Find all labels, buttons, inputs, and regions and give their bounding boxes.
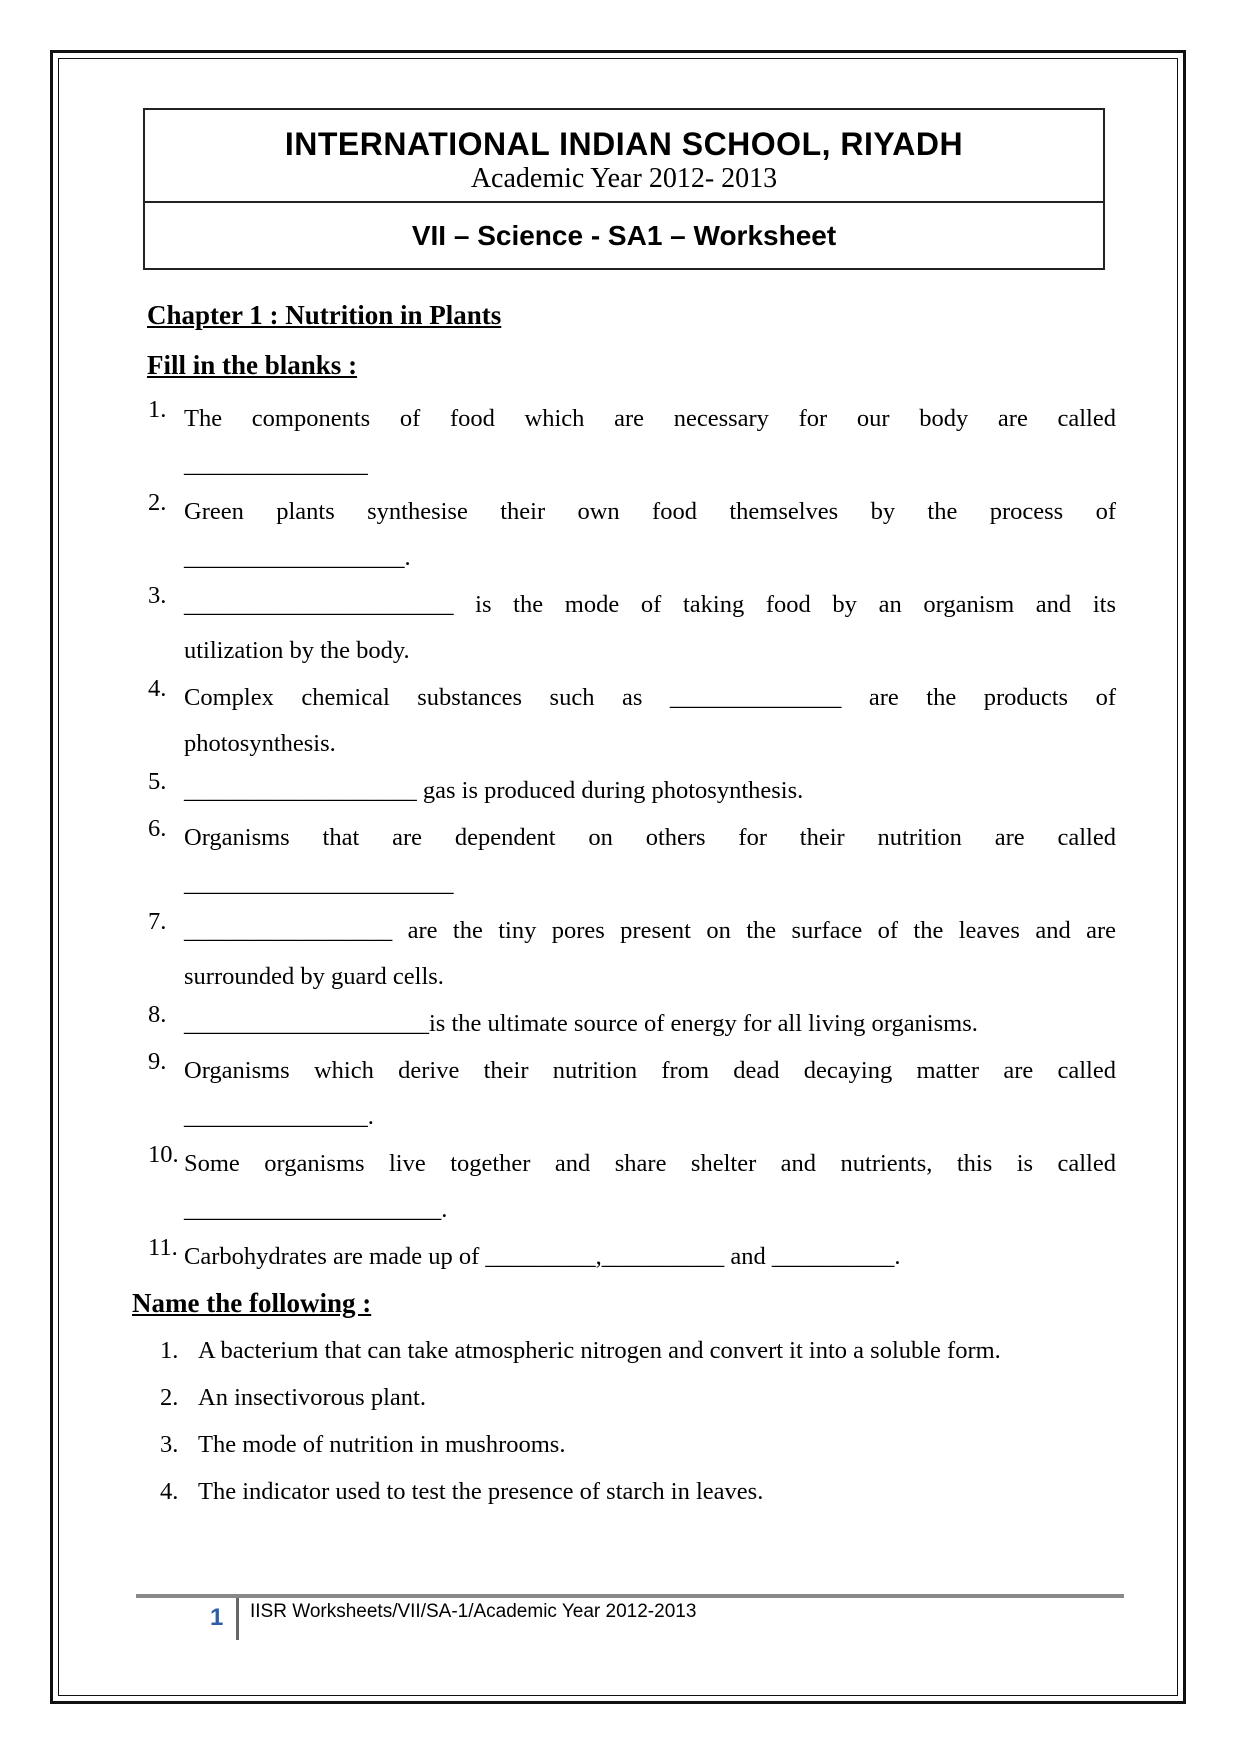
academic-year: Academic Year 2012- 2013 <box>470 163 778 194</box>
name-item-1 <box>160 1328 1001 1374</box>
name-item-2 <box>160 1375 426 1421</box>
question-text: Organisms which derive their nutrition from dead decaying matter are called <box>184 1057 1116 1084</box>
item-number: 1. <box>160 1337 179 1364</box>
item-text: The mode of nutrition in mushrooms. <box>198 1431 566 1458</box>
item-text: The indicator used to test the presence of starch in leaves. <box>198 1478 764 1505</box>
fill-blanks-title: Fill in the blanks : <box>147 350 358 380</box>
question-number: 6. <box>148 815 167 842</box>
question-text: Complex chemical substances such as ______________ are the products of <box>184 684 1116 711</box>
question-10 <box>148 1141 1116 1233</box>
name-item-4 <box>160 1469 763 1515</box>
question-text: Carbohydrates are made up of _________,__________ and __________. <box>184 1243 901 1270</box>
question-text-cont: _____________________. <box>184 1196 448 1223</box>
question-number: 5. <box>148 768 167 795</box>
question-number: 7. <box>148 908 167 935</box>
question-text: Organisms that are dependent on others for their nutrition are called <box>184 824 1116 851</box>
question-5 <box>148 768 1116 814</box>
item-number: 4. <box>160 1478 179 1505</box>
question-number: 4. <box>148 675 167 702</box>
question-text: ___________________ gas is produced during photosynthesis. <box>184 777 804 804</box>
question-text: The components of food which are necessary for our body are called <box>184 405 1116 432</box>
question-4 <box>148 675 1116 767</box>
question-8 <box>148 1001 1116 1047</box>
header-top <box>145 110 1103 203</box>
question-number: 1. <box>148 396 167 423</box>
question-number: 2. <box>148 489 167 516</box>
question-text-cont: _______________ <box>184 451 368 478</box>
item-text: A bacterium that can take atmospheric nitrogen and convert it into a soluble form. <box>198 1337 1001 1364</box>
name-item-3 <box>160 1422 565 1468</box>
question-2 <box>148 489 1116 581</box>
question-text: ____________________is the ultimate source of energy for all living organisms. <box>184 1010 978 1037</box>
question-number: 10. <box>148 1141 179 1168</box>
name-following-title: Name the following : <box>132 1288 372 1318</box>
item-number: 3. <box>160 1431 179 1458</box>
question-number: 8. <box>148 1001 167 1028</box>
question-number: 3. <box>148 582 167 609</box>
page-number: 1 <box>210 1604 224 1631</box>
chapter-title: Chapter 1 : Nutrition in Plants <box>147 300 502 330</box>
question-number: 11. <box>148 1234 178 1261</box>
question-11 <box>148 1234 1116 1280</box>
question-9 <box>148 1048 1116 1140</box>
question-text-cont: surrounded by guard cells. <box>184 963 444 990</box>
question-7 <box>148 908 1116 1000</box>
item-number: 2. <box>160 1384 179 1411</box>
question-text-cont: _______________. <box>184 1103 374 1130</box>
footer-text: IISR Worksheets/VII/SA-1/Academic Year 2012-2013 <box>250 1601 697 1622</box>
question-text-cont: ______________________ <box>184 870 454 897</box>
footer-rule <box>136 1594 1124 1598</box>
question-text-cont: __________________. <box>184 544 411 571</box>
question-3 <box>148 582 1116 674</box>
question-number: 9. <box>148 1048 167 1075</box>
footer-separator <box>236 1598 239 1640</box>
question-text: _________________ are the tiny pores present on the surface of the leaves and are <box>184 917 1116 944</box>
question-6 <box>148 815 1116 907</box>
question-text-cont: photosynthesis. <box>184 730 336 757</box>
question-text-cont: utilization by the body. <box>184 637 410 664</box>
worksheet-title: VII – Science - SA1 – Worksheet <box>411 220 837 251</box>
item-text: An insectivorous plant. <box>198 1384 426 1411</box>
question-text: ______________________ is the mode of taking food by an organism and its <box>184 591 1116 618</box>
school-name: INTERNATIONAL INDIAN SCHOOL, RIYADH <box>284 126 964 162</box>
header-box <box>143 108 1105 270</box>
question-text: Some organisms live together and share shelter and nutrients, this is called <box>184 1150 1116 1177</box>
question-text: Green plants synthesise their own food themselves by the process of <box>184 498 1116 525</box>
question-1 <box>148 396 1116 488</box>
